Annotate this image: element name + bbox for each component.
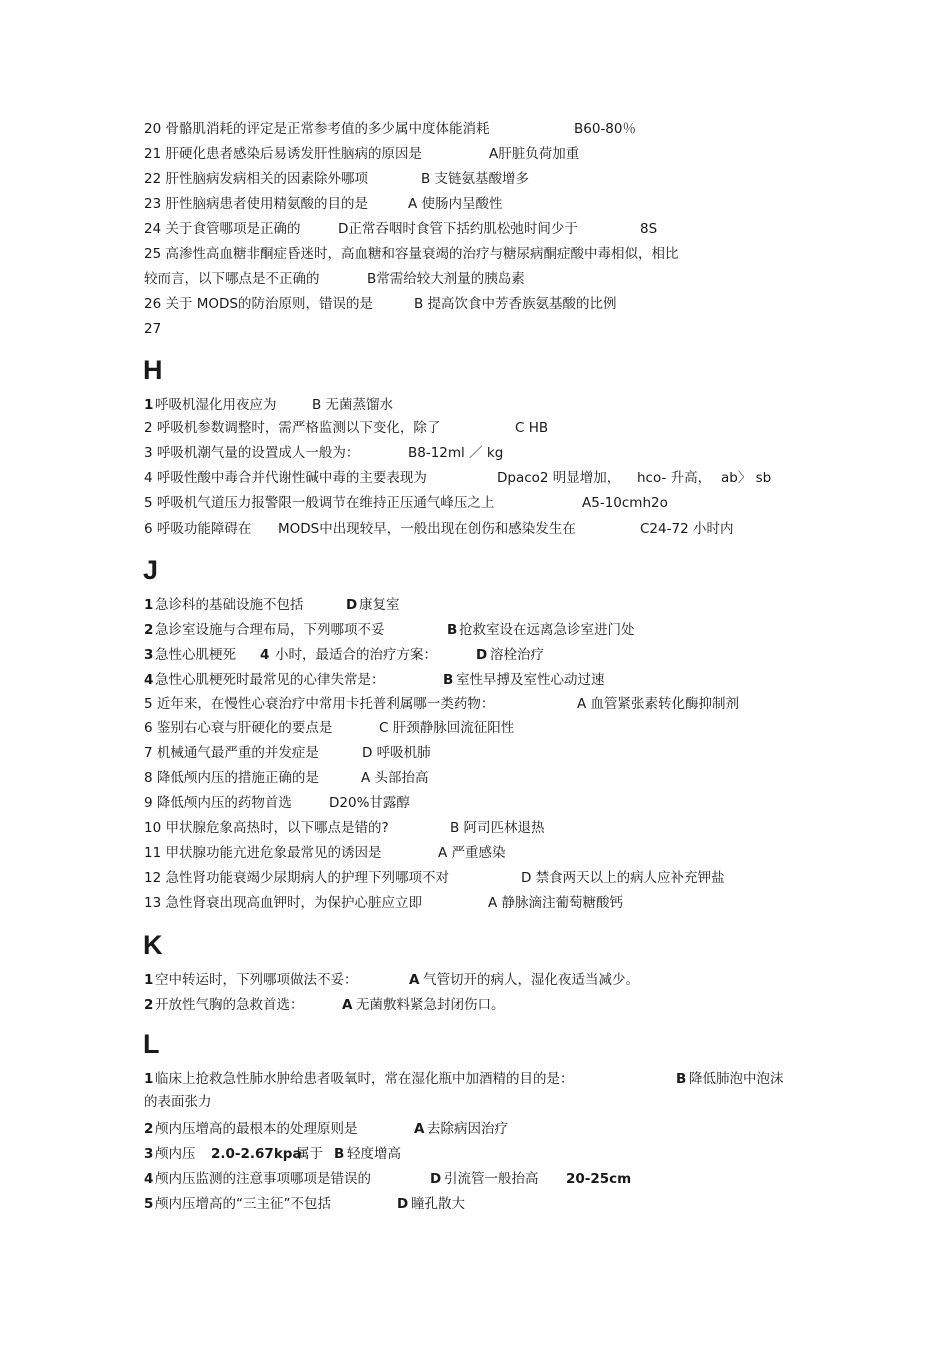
question-text: 26 关于 MODS的防治原则，错误的是 xyxy=(144,296,373,312)
question-number: 2 xyxy=(144,997,154,1013)
question-text: 较而言，以下哪点是不正确的 xyxy=(144,271,320,287)
question-text: 24 关于食管哪项是正确的 xyxy=(144,221,301,237)
question-text: 10 甲状腺危象高热时，以下哪点是错的? xyxy=(144,820,389,836)
question-number: 5 xyxy=(144,1196,154,1212)
question-number: 4 xyxy=(260,647,270,663)
answer-letter: B xyxy=(676,1071,687,1087)
answer-text: 溶栓治疗 xyxy=(490,647,544,663)
answer-text: A 严重感染 xyxy=(438,845,506,861)
question-number: 4 xyxy=(144,1171,154,1187)
answer-text: 康复室 xyxy=(359,597,400,613)
answer-text: B60-80％ xyxy=(574,121,636,137)
answer-text: C24-72 小时内 xyxy=(640,521,734,537)
answer-text: B 阿司匹林退热 xyxy=(450,820,545,836)
answer-value: 8S xyxy=(640,221,658,237)
answer-letter: A xyxy=(409,972,420,988)
question-text: 急诊室设施与合理布局，下列哪项不妥 xyxy=(155,622,385,638)
question-number: 2 xyxy=(144,622,154,638)
answer-text: A5-10cmh2o xyxy=(582,495,668,511)
answer-letter: D xyxy=(397,1196,409,1212)
answer-text: 瞳孔散大 xyxy=(411,1196,465,1212)
answer-text: D 呼吸机肺 xyxy=(362,745,431,761)
answer-text: C HB xyxy=(515,420,549,436)
question-text: 11 甲状腺功能亢进危象最常见的诱因是 xyxy=(144,845,382,861)
question-text: 6 鉴别右心衰与肝硬化的要点是 xyxy=(144,720,333,736)
question-number: 3 xyxy=(144,647,154,663)
answer-text: 引流管一般抬高 xyxy=(444,1171,539,1187)
answer-letter: D xyxy=(430,1171,442,1187)
question-text: 颅内压监测的注意事项哪项是错误的 xyxy=(155,1171,371,1187)
question-number: 2 xyxy=(144,1121,154,1137)
answer-text: 去除病因治疗 xyxy=(427,1121,508,1137)
answer-text: A 头部抬高 xyxy=(361,770,429,786)
answer-text: 室性早搏及室性心动过速 xyxy=(456,672,605,688)
answer-text: ab〉 sb xyxy=(721,470,772,486)
answer-text: B 无菌蒸馏水 xyxy=(312,397,394,413)
answer-text: A肝脏负荷加重 xyxy=(489,146,580,162)
answer-letter: A xyxy=(414,1121,425,1137)
answer-text: 的表面张力 xyxy=(144,1094,212,1110)
answer-text: D正常吞咽时食管下括约肌松弛时间少于 xyxy=(338,221,578,237)
answer-text: A 使肠内呈酸性 xyxy=(408,196,503,212)
question-text: MODS中出现较早，一般出现在创伤和感染发生在 xyxy=(278,521,576,537)
question-text: 5 近年来，在慢性心衰治疗中常用卡托普利属哪一类药物： xyxy=(144,696,495,712)
question-text: 8 降低颅内压的措施正确的是 xyxy=(144,770,319,786)
question-number: 4 xyxy=(144,672,154,688)
question-text: 3 呼吸机潮气量的设置成人一般为： xyxy=(144,445,360,461)
answer-text: D20%甘露醇 xyxy=(329,795,410,811)
question-text: 20 骨骼肌消耗的评定是正常参考值的多少属中度体能消耗 xyxy=(144,121,490,137)
question-text: 4 呼吸性酸中毒合并代谢性碱中毒的主要表现为 xyxy=(144,470,427,486)
question-number: 1 xyxy=(144,597,154,613)
question-number: 1 xyxy=(144,972,154,988)
answer-letter: D xyxy=(346,597,358,613)
answer-text: 轻度增高 xyxy=(347,1146,401,1162)
question-text: 临床上抢救急性肺水肿给患者吸氧时，常在湿化瓶中加酒精的目的是： xyxy=(155,1071,574,1087)
section-heading-l: L xyxy=(143,1029,160,1059)
question-number: 1 xyxy=(144,397,154,413)
question-text: 小时，最适合的治疗方案： xyxy=(275,647,437,663)
question-text: 属于 xyxy=(296,1146,323,1162)
answer-text: 抢救室设在远离急诊室进门处 xyxy=(459,622,635,638)
answer-text: 气管切开的病人，湿化夜适当减少。 xyxy=(423,972,639,988)
answer-text: Dpaco2 明显增加， xyxy=(497,470,621,486)
answer-value: 2.0-2.67kpa xyxy=(211,1146,302,1162)
answer-text: D 禁食两天以上的病人应补充钾盐 xyxy=(521,870,725,886)
answer-text: 降低肺泡中泡沫 xyxy=(689,1071,784,1087)
question-text: 12 急性肾功能衰竭少尿期病人的护理下列哪项不对 xyxy=(144,870,449,886)
question-text: 空中转运时，下列哪项做法不妥： xyxy=(155,972,358,988)
question-text: 急性心肌梗死 xyxy=(155,647,236,663)
question-text: 23 肝性脑病患者使用精氨酸的目的是 xyxy=(144,196,368,212)
question-text: 25 高渗性高血糖非酮症昏迷时，高血糖和容量衰竭的治疗与糖尿病酮症酸中毒相似，相比 xyxy=(144,246,679,262)
question-text: 颅内压 xyxy=(155,1146,196,1162)
question-text: 9 降低颅内压的药物首选 xyxy=(144,795,292,811)
answer-text: C 肝颈静脉回流征阳性 xyxy=(379,720,515,736)
question-text: 开放性气胸的急救首选： xyxy=(155,997,304,1013)
question-number: 1 xyxy=(144,1071,154,1087)
question-text: 颅内压增高的最根本的处理原则是 xyxy=(155,1121,358,1137)
question-text: 6 呼吸功能障碍在 xyxy=(144,521,252,537)
question-number: 3 xyxy=(144,1146,154,1162)
answer-value: 20-25cm xyxy=(566,1171,632,1187)
answer-text: B 支链氨基酸增多 xyxy=(421,171,530,187)
question-text: 2 呼吸机参数调整时，需严格监测以下变化，除了 xyxy=(144,420,441,436)
answer-letter: B xyxy=(443,672,454,688)
answer-text: 无菌敷料紧急封闭伤口。 xyxy=(356,997,505,1013)
question-text: 22 肝性脑病发病相关的因素除外哪项 xyxy=(144,171,368,187)
question-text: 急性心肌梗死时最常见的心律失常是： xyxy=(155,672,385,688)
question-text: 呼吸机湿化用夜应为 xyxy=(155,397,277,413)
section-heading-k: K xyxy=(143,930,163,960)
answer-letter: D xyxy=(476,647,488,663)
answer-text: B 提高饮食中芳香族氨基酸的比例 xyxy=(414,296,617,312)
answer-text: B常需给较大剂量的胰岛素 xyxy=(367,271,525,287)
answer-letter: A xyxy=(342,997,353,1013)
answer-letter: B xyxy=(447,622,458,638)
question-text: 颅内压增高的“三主征”不包括 xyxy=(155,1196,331,1212)
answer-text: hco- 升高， xyxy=(637,470,712,486)
question-text: 27 xyxy=(144,321,162,337)
section-heading-j: J xyxy=(143,555,159,585)
question-text: 13 急性肾衰出现高血钾时，为保护心脏应立即 xyxy=(144,895,422,911)
answer-text: B8-12ml ／ kg xyxy=(408,445,504,461)
answer-text: A 血管紧张素转化酶抑制剂 xyxy=(577,696,740,712)
section-heading-h: H xyxy=(143,355,163,385)
question-text: 急诊科的基础设施不包括 xyxy=(155,597,304,613)
answer-letter: B xyxy=(334,1146,345,1162)
question-text: 5 呼吸机气道压力报警限一般调节在维持正压通气峰压之上 xyxy=(144,495,495,511)
question-text: 7 机械通气最严重的并发症是 xyxy=(144,745,319,761)
answer-text: A 静脉滴注葡萄糖酸钙 xyxy=(488,895,624,911)
question-text: 21 肝硬化患者感染后易诱发肝性脑病的原因是 xyxy=(144,146,422,162)
